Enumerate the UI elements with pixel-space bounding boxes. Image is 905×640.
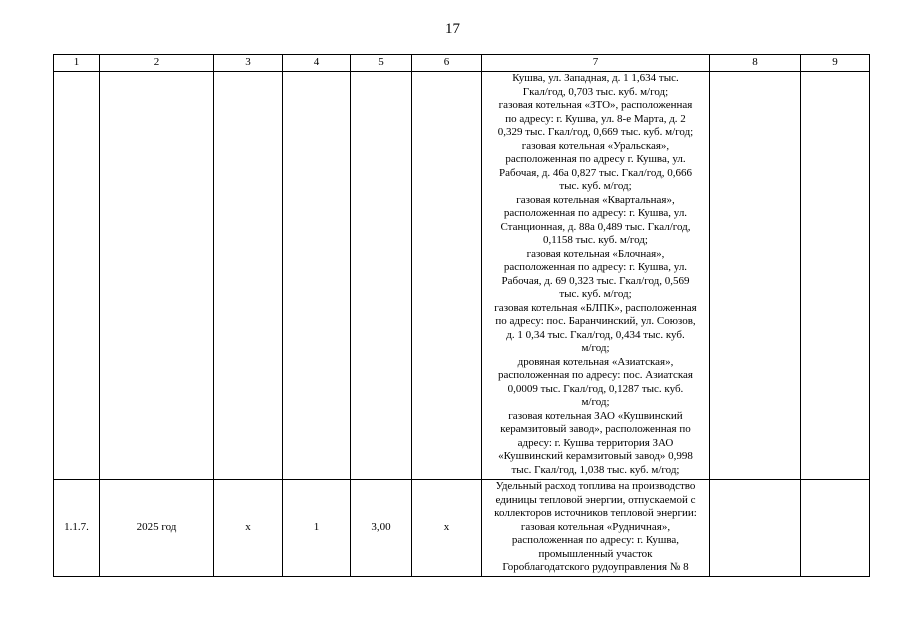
cell-col4: 1: [283, 480, 351, 577]
cell-description: [482, 72, 710, 480]
cell-col8: [710, 480, 801, 577]
description-line: 0,1158 тыс. куб. м/год;: [543, 234, 648, 246]
description-line: газовая котельная ЗАО «Кушвинский: [508, 409, 683, 422]
description-line: д. 1 0,34 тыс. Гкал/год, 0,434 тыс. куб.: [506, 328, 685, 341]
description-line: газовая котельная «ЗТО», расположенная: [498, 99, 693, 111]
description-line: расположенная по адресу: пос. Азиатская: [498, 369, 693, 381]
header-cell-6: 6: [412, 55, 482, 72]
header-cell-7: 7: [482, 55, 710, 72]
description-line: тыс. куб. м/год;: [559, 288, 632, 300]
header-cell-8: 8: [710, 55, 801, 72]
description-line: м/год;: [581, 396, 610, 408]
cell-year: 2025 год: [100, 480, 214, 577]
cell-col1: [54, 72, 100, 480]
description-line: дровяная котельная «Азиатская»,: [517, 355, 674, 368]
cell-col3: [214, 72, 283, 480]
description-line: коллекторов источников тепловой энергии:: [494, 507, 697, 519]
cell-col9: [801, 480, 870, 577]
description-line: Гороблагодатского рудоуправления № 8: [502, 561, 689, 573]
description-line: расположенная по адресу г. Кушва, ул.: [505, 153, 686, 165]
description-line: по адресу: г. Кушва, ул. 8-е Марта, д. 2: [505, 112, 686, 125]
cell-col5: [351, 72, 412, 480]
description-line: адресу: г. Кушва территория ЗАО: [517, 436, 674, 449]
cell-col2: [100, 72, 214, 480]
description-line: газовая котельная «Рудничная»,: [520, 520, 671, 533]
description-line: тыс. Гкал/год, 1,038 тыс. куб. м/год;: [511, 463, 680, 476]
header-cell-4: 4: [283, 55, 351, 72]
cell-col5: 3,00: [351, 480, 412, 577]
description-line: тыс. куб. м/год;: [559, 180, 632, 192]
cell-col4: [283, 72, 351, 480]
header-row: [54, 55, 870, 72]
description-line: газовая котельная «Блочная»,: [526, 247, 665, 260]
page-number: 17: [445, 21, 460, 37]
description-line: керамзитовый завод», расположенная по: [500, 423, 691, 435]
description-line: газовая котельная «Уральская»,: [521, 139, 670, 152]
description-line: «Кушвинский керамзитовый завод» 0,998: [498, 450, 693, 462]
description-line: единицы тепловой энергии, отпускаемой с: [495, 493, 696, 506]
cell-item-number: 1.1.7.: [54, 480, 100, 577]
description-line: промышленный участок: [538, 547, 653, 560]
cell-col8: [710, 72, 801, 480]
description-line: м/год;: [581, 342, 610, 354]
cell-description: [482, 480, 710, 577]
description-line: Кушва, ул. Западная, д. 1 1,634 тыс.: [512, 72, 679, 84]
header-cell-9: 9: [801, 55, 870, 72]
cell-col6: [412, 72, 482, 480]
table-row-1-1-7: [54, 480, 870, 577]
header-cell-5: 5: [351, 55, 412, 72]
description-line: газовая котельная «Квартальная»,: [516, 193, 675, 206]
description-line: Станционная, д. 88а 0,489 тыс. Гкал/год,: [500, 220, 691, 233]
cell-col9: [801, 72, 870, 480]
header-cell-3: 3: [214, 55, 283, 72]
description-line: Рабочая, д. 46а 0,827 тыс. Гкал/год, 0,666: [499, 166, 692, 179]
cell-col3: х: [214, 480, 283, 577]
document-table: [53, 54, 870, 577]
table-row-continuation: [54, 72, 870, 480]
header-cell-2: 2: [100, 55, 214, 72]
description-line: Рабочая, д. 69 0,323 тыс. Гкал/год, 0,569: [501, 274, 690, 287]
description-line: газовая котельная «БЛПК», расположенная: [494, 301, 697, 314]
description-line: по адресу: пос. Баранчинский, ул. Союзов,: [495, 315, 696, 327]
description-line: расположенная по адресу: г. Кушва,: [511, 534, 680, 546]
description-line: Гкал/год, 0,703 тыс. куб. м/год;: [522, 85, 669, 98]
cell-col6: х: [412, 480, 482, 577]
description-line: Удельный расход топлива на производство: [495, 480, 696, 492]
header-cell-1: 1: [54, 55, 100, 72]
description-line: 0,0009 тыс. Гкал/год, 0,1287 тыс. куб.: [507, 382, 684, 395]
description-line: 0,329 тыс. Гкал/год, 0,669 тыс. куб. м/год;: [497, 126, 694, 138]
description-line: расположенная по адресу: г. Кушва, ул.: [503, 207, 688, 219]
description-line: расположенная по адресу: г. Кушва, ул.: [503, 261, 688, 273]
